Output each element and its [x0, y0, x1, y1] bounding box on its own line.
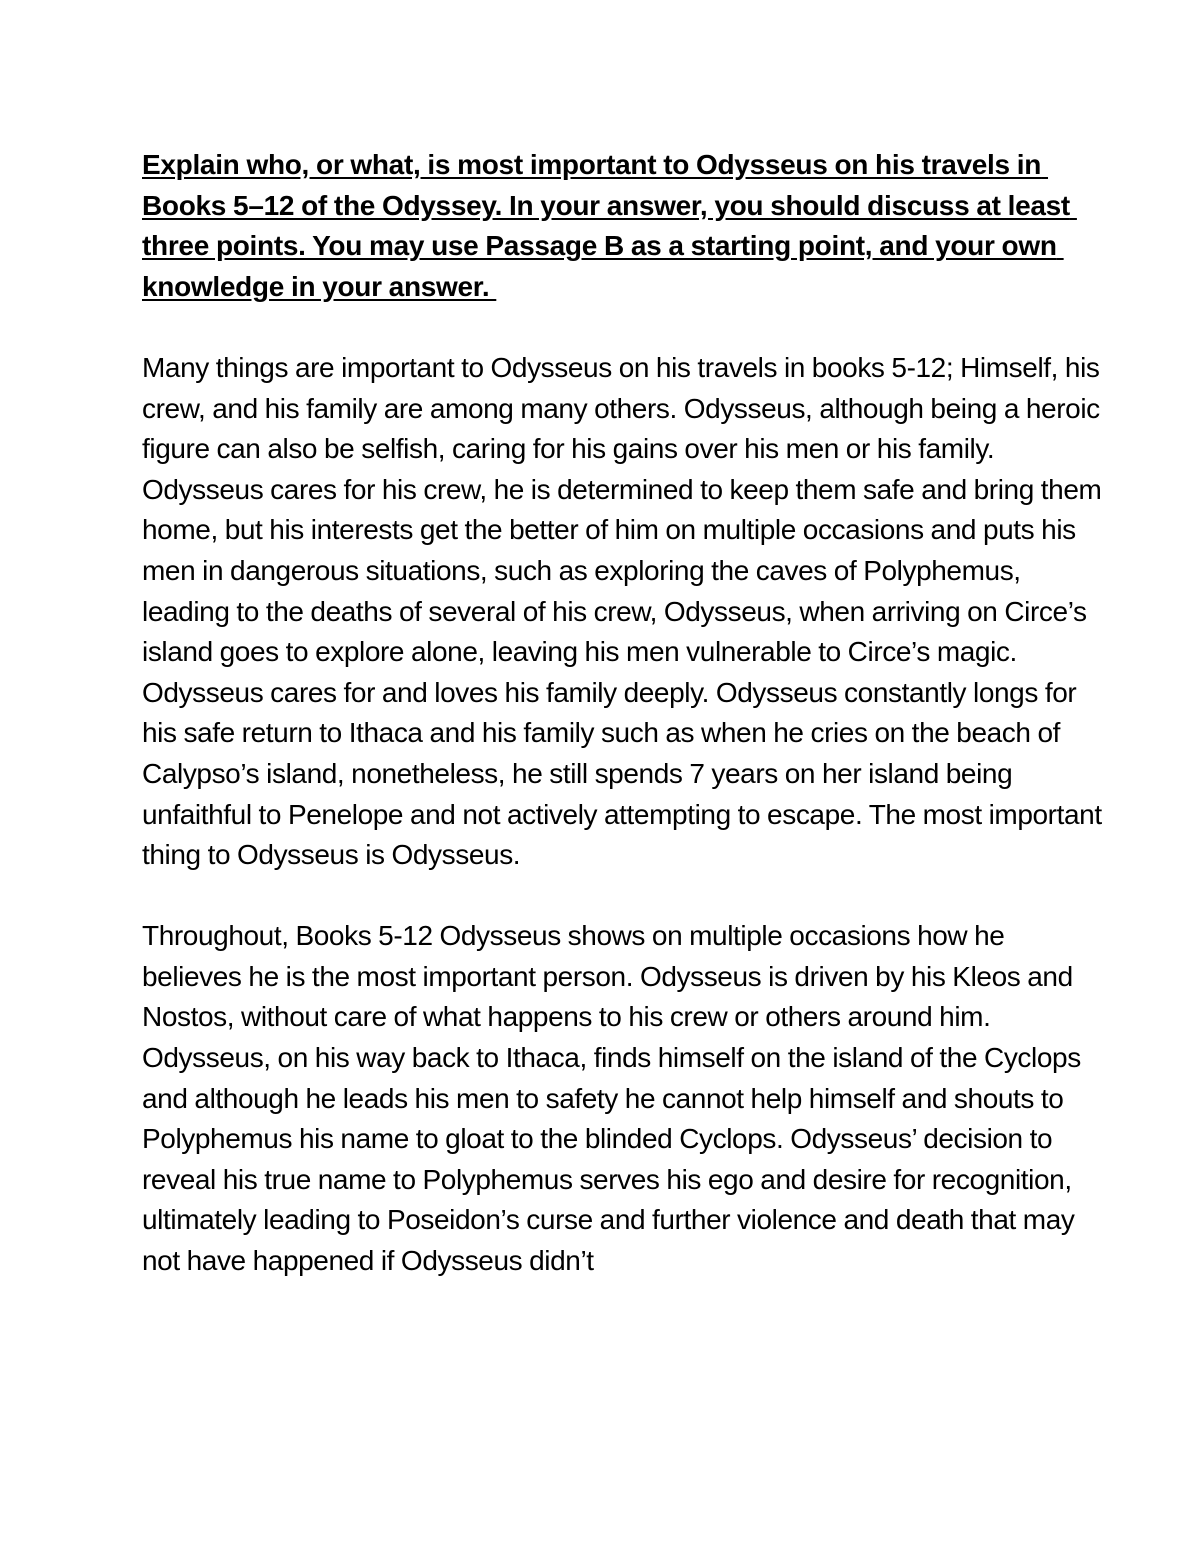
- essay-question: Explain who, or what, is most important to Odysseus on his travels in Books 5–12 of the Odyssey. In your answer, you should discuss at least three points. You may use Passage B as a starting point, and your own knowledge in your answer.: [142, 149, 1077, 302]
- essay-paragraph-2: Throughout, Books 5-12 Odysseus shows on multiple occasions how he believes he is the most important person. Odysseus is driven by his Kleos and Nostos, without care of what happens to his crew or others around him. Odysseus, on his way back to Ithaca, finds himself on the island of the Cyclops and although he leads his men to safety he cannot help himself and shouts to Polyphemus his name to gloat to the blinded Cyclops. Odysseus’ decision to reveal his true name to Polyphemus serves his ego and desire for recognition, ultimately leading to Poseidon’s curse and further violence and death that may not have happened if Odysseus didn’t: [142, 920, 1088, 1277]
- document-body: [142, 145, 1109, 1282]
- essay-paragraph-1: Many things are important to Odysseus on his travels in books 5-12; Himself, his crew, and his family are among many others. Odysseus, although being a heroic figure can also be selfish, caring for his gains over his men or his family. Odysseus cares for his crew, he is determined to keep them safe and bring them home, but his interests get the better of him on multiple occasions and puts his men in dangerous situations, such as exploring the caves of Polyphemus, leading to the deaths of several of his crew, Odysseus, when arriving on Circe’s island goes to explore alone, leaving his men vulnerable to Circe’s magic. Odysseus cares for and loves his family deeply. Odysseus constantly longs for his safe return to Ithaca and his family such as when he cries on the beach of Calypso’s island, nonetheless, he still spends 7 years on her island being unfaithful to Penelope and not actively attempting to escape. The most important thing to Odysseus is Odysseus.: [142, 351, 1109, 871]
